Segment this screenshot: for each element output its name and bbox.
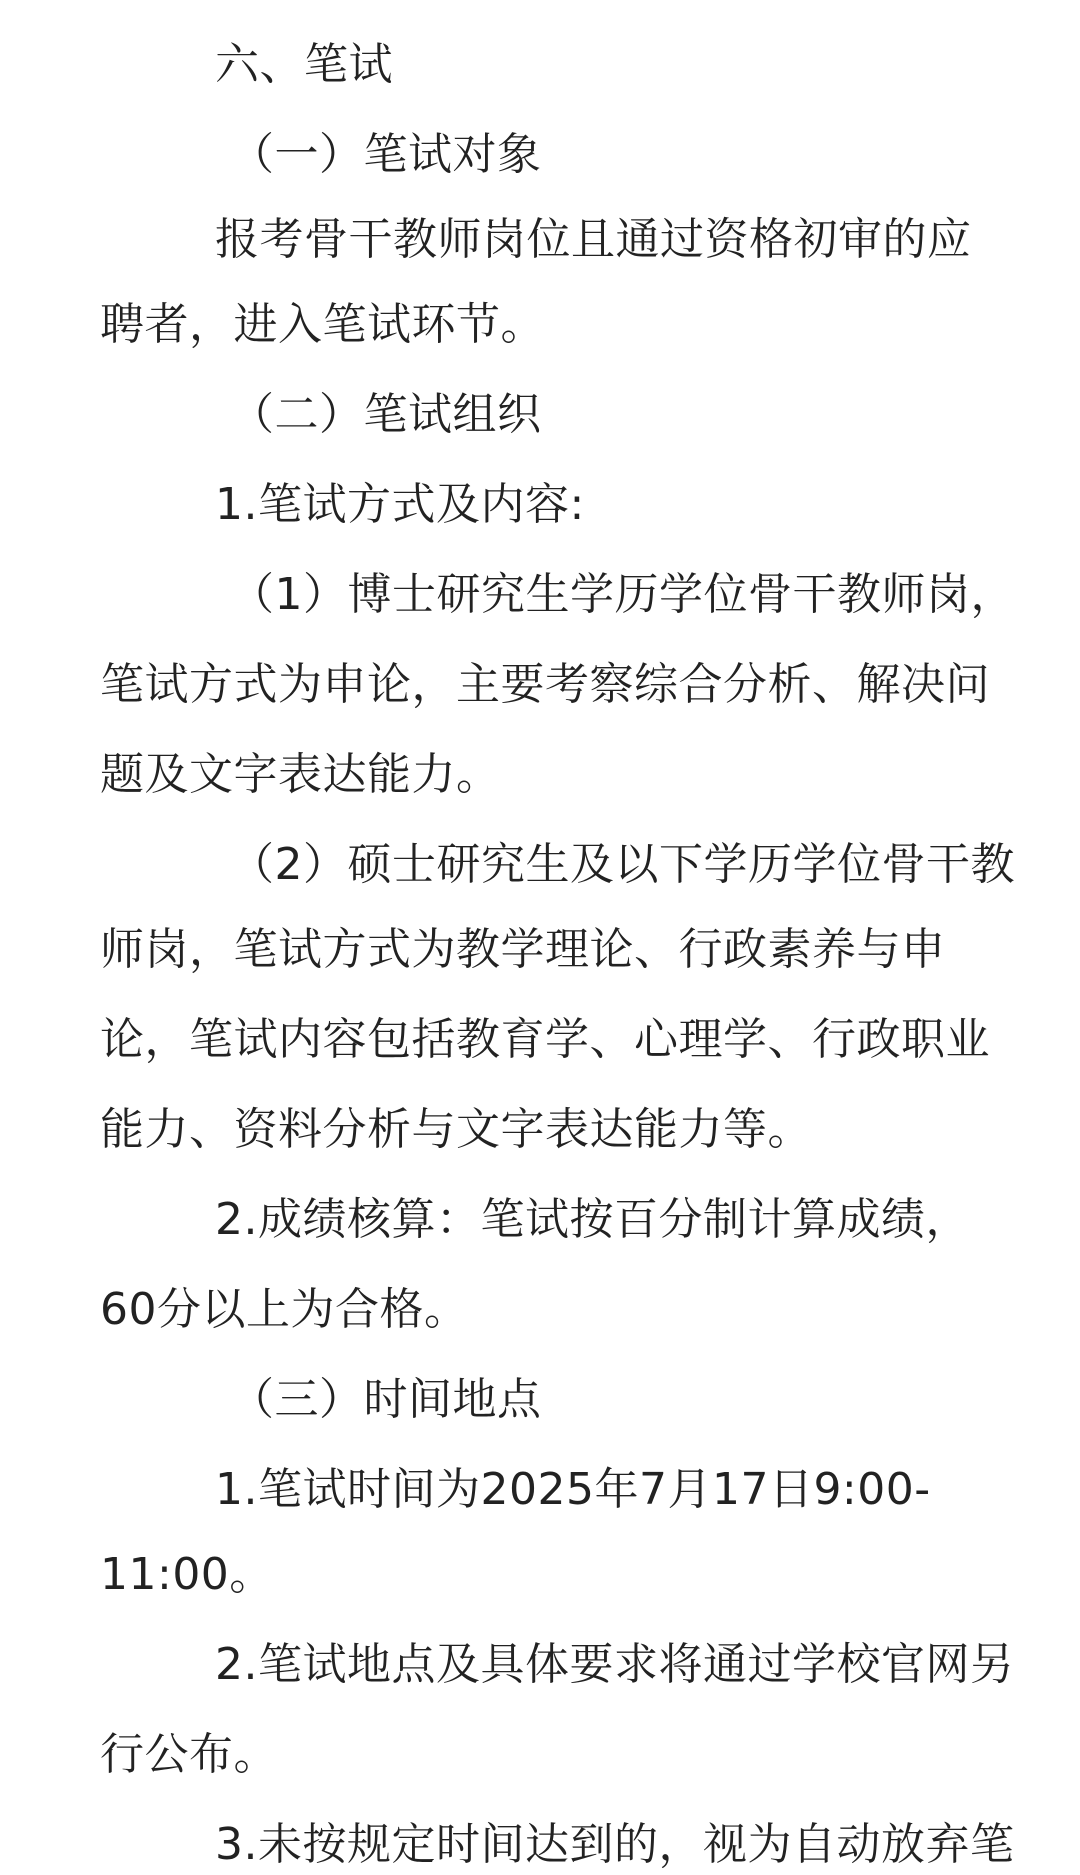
paragraph-line: （1）博士研究生学历学位骨干教师岗， — [230, 569, 1015, 620]
subheading-exam-candidates: （一）笔试对象 — [230, 129, 542, 180]
paragraph-line: 笔试方式为申论，主要考察综合分析、解决问 — [100, 659, 990, 710]
paragraph-line: 题及文字表达能力。 — [100, 749, 501, 800]
paragraph-line: 1.笔试时间为2025年7月17日9:00- — [215, 1464, 931, 1515]
paragraph-line: 聘者，进入笔试环节。 — [100, 299, 545, 350]
section-heading-written-exam: 六、笔试 — [215, 39, 393, 90]
paragraph-line: 60分以上为合格。 — [100, 1284, 469, 1335]
subheading-time-location: （三）时间地点 — [230, 1374, 542, 1425]
paragraph-line: 报考骨干教师岗位且通过资格初审的应 — [215, 214, 972, 265]
paragraph-line: 能力、资料分析与文字表达能力等。 — [100, 1104, 812, 1155]
list-item-heading: 1.笔试方式及内容: — [215, 479, 585, 530]
subheading-exam-organization: （二）笔试组织 — [230, 389, 542, 440]
paragraph-line: 2.成绩核算：笔试按百分制计算成绩， — [215, 1194, 970, 1245]
paragraph-line: 2.笔试地点及具体要求将通过学校官网另 — [215, 1639, 1015, 1690]
paragraph-line: 3.未按规定时间达到的，视为自动放弃笔 — [215, 1819, 1015, 1870]
paragraph-line: 论，笔试内容包括教育学、心理学、行政职业 — [100, 1014, 990, 1065]
paragraph-line: 11:00。 — [100, 1549, 274, 1600]
paragraph-line: 行公布。 — [100, 1729, 278, 1780]
paragraph-line: 师岗，笔试方式为教学理论、行政素养与申 — [100, 924, 946, 975]
paragraph-line: （2）硕士研究生及以下学历学位骨干教 — [230, 839, 1015, 890]
